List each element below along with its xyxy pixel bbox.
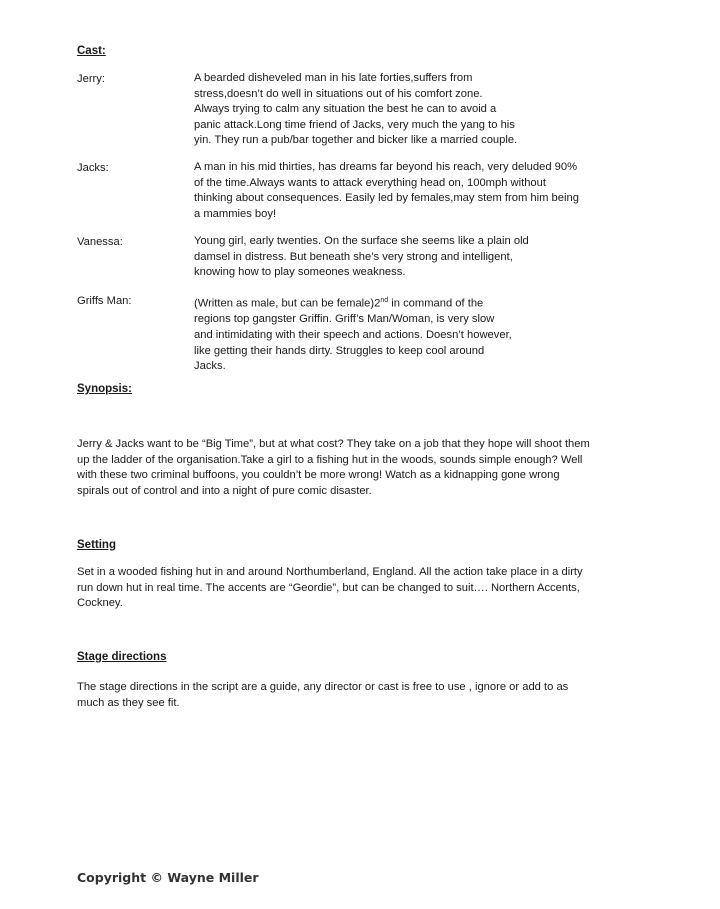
- stage-directions-heading: Stage directions: [77, 651, 167, 663]
- griffs-man-desc-rest: in command of the regions top gangster Griffin. Griff’s Man/Woman, is very slow and intimidating with their speech and actions. Doesn’t however, like getting their hands dirty. Struggles to keep cool around Jacks.: [194, 297, 512, 373]
- setting-text: Set in a wooded fishing hut in and around Northumberland, England. All the action take place in a dirty run down hut in real time. The accents are “Geordie”, but can be changed to suit…. Northern Accents, Cockney.: [77, 566, 583, 610]
- synopsis-heading: Synopsis:: [77, 383, 132, 395]
- cast-name-vanessa: Vanessa:: [77, 236, 123, 248]
- cast-description-griffs-man: [194, 293, 634, 375]
- cast-name-griffs-man: Griffs Man:: [77, 295, 132, 307]
- copyright-footer: Copyright © Wayne Miller: [77, 870, 259, 885]
- stage-directions-text: The stage directions in the script are a guide, any director or cast is free to use , ignore or add to as much as they see fit.: [77, 681, 569, 709]
- cast-name-jerry: Jerry:: [77, 73, 105, 85]
- cast-name-jacks: Jacks:: [77, 162, 109, 174]
- cast-description-jerry: A bearded disheveled man in his late forties,suffers from stress,doesn’t do well in situations out of his comfort zone. Always trying to calm any situation the best he can to avoid a panic attack.Long time friend of Jacks, very much the yang to his yin. They run a pub/bar together and bicker like a married couple.: [194, 72, 518, 147]
- cast-heading: Cast:: [77, 45, 106, 57]
- cast-description-jacks: A man in his mid thirties, has dreams far beyond his reach, very deluded 90% of the time.Always wants to attack everything head on, 100mph without thinking about consequences. Easily led by females,may stem from him being a mammies boy!: [194, 161, 579, 220]
- setting-heading: Setting: [77, 539, 116, 551]
- griffs-man-desc-ordinal: nd: [380, 297, 389, 304]
- synopsis-text: Jerry & Jacks want to be “Big Time”, but at what cost? They take on a job that they hope will shoot them up the ladder of the organisation.Take a girl to a fishing hut in the woods, sounds simple enough? Well with these two criminal buffoons, you couldn’t be more wrong! Watch as a kidnapping gone wrong spirals out of control and into a night of pure comic disaster.: [77, 438, 590, 497]
- cast-description-vanessa: Young girl, early twenties. On the surface she seems like a plain old damsel in distress. But beneath she’s very strong and intelligent, knowing how to play someones weakness.: [194, 235, 529, 279]
- griffs-man-desc-prefix: (Written as male, but can be female)2: [194, 297, 381, 310]
